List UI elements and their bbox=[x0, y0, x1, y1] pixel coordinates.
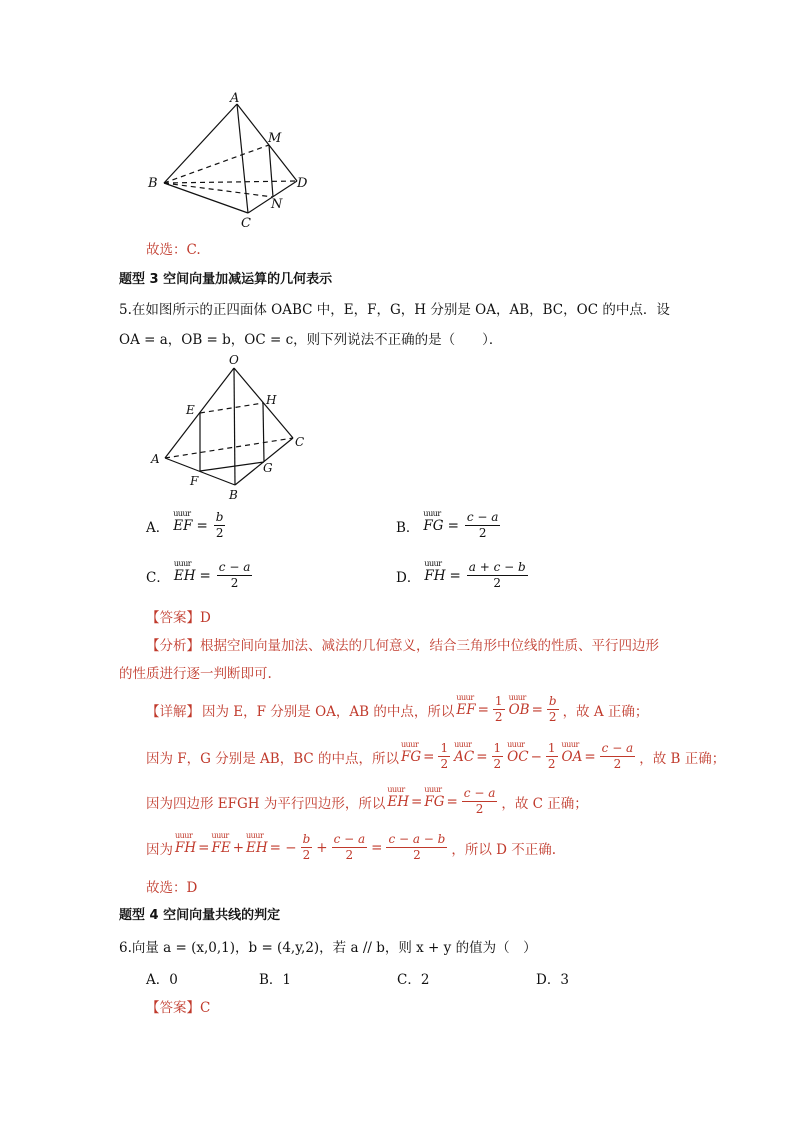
fraction-numerator: c − a bbox=[466, 510, 499, 524]
detail-text-tail: ，故 B 正确； bbox=[639, 750, 726, 767]
option-letter: D． bbox=[396, 569, 421, 586]
fig2-label-G: G bbox=[263, 461, 273, 475]
analysis-text: 根据空间向量加法、减法的几何意义，结合三角形中位线的性质、平行四边形 bbox=[200, 638, 659, 654]
q5-detail-line2: 因为 F，G 分别是 AB，BC 的中点，所以 uuur FG = $\frac{1}{2}$ uuur AC = $\frac{1}{2}$ uuur OC − $\frac{1}{2}$ uuur OA = $\frac{c - a}{2}$ ，故 B 正确； bbox=[146, 741, 725, 772]
detail-text: 因为 F，G 分别是 AB，BC 的中点，所以 bbox=[146, 750, 399, 767]
option-letter: B． bbox=[396, 519, 420, 536]
fig1-label-A: A bbox=[230, 91, 240, 106]
q6-option-A[interactable]: A．0 bbox=[146, 972, 178, 988]
fig2-label-B: B bbox=[229, 488, 238, 502]
answer-value: D bbox=[200, 610, 211, 626]
fraction-denominator: 2 bbox=[493, 576, 502, 590]
fraction-numerator: c − a bbox=[218, 560, 251, 574]
q5-stem-line1: 5.在如图所示的正四面体 OABC 中，E，F，G，H 分别是 OA，AB，BC，OC 的中点．设 bbox=[119, 302, 670, 318]
vector-EH: uuur EH bbox=[174, 568, 196, 584]
q5-detail-line1: 【详解】 因为 E，F 分别是 OA，AB 的中点，所以 uuur EF = $\frac{1}{2}$ uuur OB = $\frac{b}{2}$ ，故 A 正确； bbox=[146, 694, 648, 725]
q5-final: 故选：D bbox=[146, 880, 198, 896]
q4-final-answer: 故选：C. bbox=[146, 242, 201, 258]
q5-option-C[interactable]: C． uuur EH = $\frac{c - a}{2}$ bbox=[146, 560, 254, 591]
q6-option-B[interactable]: B．1 bbox=[259, 972, 292, 988]
q5-option-D[interactable]: D． uuur FH = $\frac{a + c - b}{2}$ bbox=[396, 560, 530, 591]
detail-text-tail: ，故 A 正确； bbox=[562, 703, 649, 720]
fig1-label-C: C bbox=[241, 216, 251, 231]
fig2-label-H: H bbox=[266, 393, 277, 407]
detail-text: 因为 bbox=[146, 841, 173, 858]
q5-analysis-line2: 的性质进行逐一判断即可. bbox=[119, 666, 272, 682]
q5-option-B[interactable]: B． uuur FG = $\frac{c - a}{2}$ bbox=[396, 510, 502, 541]
q6-option-C[interactable]: C．2 bbox=[397, 972, 430, 988]
fig2-label-O: O bbox=[229, 353, 239, 367]
vector-FH: uuur FH bbox=[424, 568, 445, 584]
q6-answer bbox=[146, 996, 210, 1016]
vector-EF: uuur EF bbox=[173, 518, 192, 534]
vector-FG: uuur FG bbox=[423, 518, 443, 534]
fraction-numerator: b bbox=[215, 510, 224, 524]
fig1-label-D: D bbox=[297, 176, 308, 191]
detail-text-tail: ，故 C 正确； bbox=[501, 795, 588, 812]
option-letter: C． bbox=[146, 569, 170, 586]
fig2-label-F: F bbox=[190, 474, 199, 488]
q5-detail-line3: 因为四边形 EFGH 为平行四边形，所以 uuur EH = uuur FG = $\frac{c - a}{2}$ ，故 C 正确； bbox=[146, 786, 588, 817]
q5-analysis-line1 bbox=[146, 634, 659, 654]
analysis-label: 【分析】 bbox=[146, 638, 200, 654]
fraction-numerator: a + c − b bbox=[468, 560, 526, 574]
q5-option-A[interactable]: A． uuur EF = $\frac{b}{2}$ bbox=[146, 510, 227, 541]
fraction-denominator: 2 bbox=[230, 576, 239, 590]
option-letter: A． bbox=[146, 519, 170, 536]
fig2-label-C: C bbox=[295, 435, 305, 449]
detail-text: 因为四边形 EFGH 为平行四边形，所以 bbox=[146, 795, 386, 812]
fig1-label-B: B bbox=[148, 176, 158, 191]
q6-stem: 6.向量 a = (x,0,1)，b = (4,y,2)，若 a // b，则 x + y 的值为（ ） bbox=[119, 940, 537, 956]
fraction-denominator: 2 bbox=[478, 526, 487, 540]
answer-label: 【答案】 bbox=[146, 1000, 200, 1016]
fig2-label-E: E bbox=[186, 403, 195, 417]
q5-detail-line4: 因为 uuur FH = uuur FE + uuur EH = − $\frac{b}{2}$ + $\frac{c - a}{2}$ = $\frac{c - a - b}{2}$ ，所以 D 不正确. bbox=[146, 832, 556, 863]
section-3-title: 题型 3 空间向量加减运算的几何表示 bbox=[119, 272, 333, 287]
tetrahedron-figure-1 bbox=[140, 90, 330, 235]
detail-text-tail: ，所以 D 不正确. bbox=[451, 841, 557, 858]
fig1-label-N: N bbox=[271, 197, 283, 212]
section-4-title: 题型 4 空间向量共线的判定 bbox=[119, 908, 281, 923]
answer-value: C bbox=[200, 1000, 211, 1016]
q6-option-D[interactable]: D．3 bbox=[536, 972, 569, 988]
detail-label: 【详解】 bbox=[146, 703, 200, 720]
tetrahedron-figure-2 bbox=[145, 350, 315, 505]
q5-answer bbox=[146, 606, 211, 626]
fig2-label-A: A bbox=[151, 452, 160, 466]
q5-stem-line2: OA = a，OB = b，OC = c，则下列说法不正确的是（ ）． bbox=[119, 332, 503, 348]
detail-text: 因为 E，F 分别是 OA，AB 的中点，所以 bbox=[202, 703, 455, 720]
answer-label: 【答案】 bbox=[146, 610, 200, 626]
fraction-denominator: 2 bbox=[215, 526, 224, 540]
fig1-label-M: M bbox=[268, 131, 282, 146]
